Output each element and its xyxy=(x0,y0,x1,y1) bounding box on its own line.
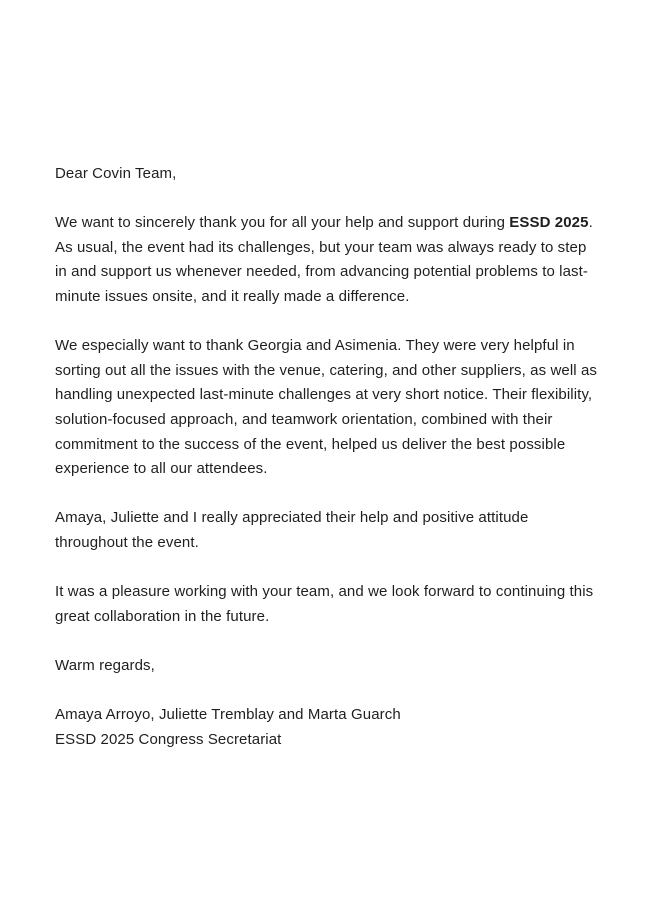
paragraph-pleasure-text: It was a pleasure working with your team, and we look forward to continuing this great collaboration in the future. xyxy=(55,583,594,625)
paragraph-appreciation xyxy=(55,506,600,555)
signature-names: Amaya Arroyo, Juliette Tremblay and Marta Guarch xyxy=(55,706,401,724)
paragraph-thanks xyxy=(55,211,600,309)
paragraph-thanks-text-before: We want to sincerely thank you for all your help and support during xyxy=(55,214,510,232)
paragraph-special-thanks xyxy=(55,334,600,482)
salutation xyxy=(55,162,600,187)
paragraph-appreciation-text: Amaya, Juliette and I really appreciated their help and positive attitude throughout the event. xyxy=(55,509,529,551)
paragraph-pleasure xyxy=(55,580,600,629)
paragraph-special-thanks-text: We especially want to thank Georgia and Asimenia. They were very helpful in sorting out all the issues with the venue, catering, and other suppliers, as well as handling unexpected last-minute challenges at very short notice. Their flexibility, solution-focused approach, and teamwork orientation, combined with their commitment to the success of the event, helped us deliver the best possible experience to all our attendees. xyxy=(55,337,598,478)
event-name-bold: ESSD 2025 xyxy=(509,214,589,232)
signature-block xyxy=(55,703,600,752)
paragraph-thanks-text-after: . As usual, the event had its challenges, but your team was always ready to step in and support us whenever needed, from advancing potential problems to last-minute issues onsite, and it really made a difference. xyxy=(55,214,593,305)
salutation-text: Dear Covin Team, xyxy=(55,165,177,182)
closing-text: Warm regards, xyxy=(55,656,155,674)
closing xyxy=(55,654,600,679)
signature-org: ESSD 2025 Congress Secretariat xyxy=(55,730,282,748)
letter-body xyxy=(55,162,600,752)
